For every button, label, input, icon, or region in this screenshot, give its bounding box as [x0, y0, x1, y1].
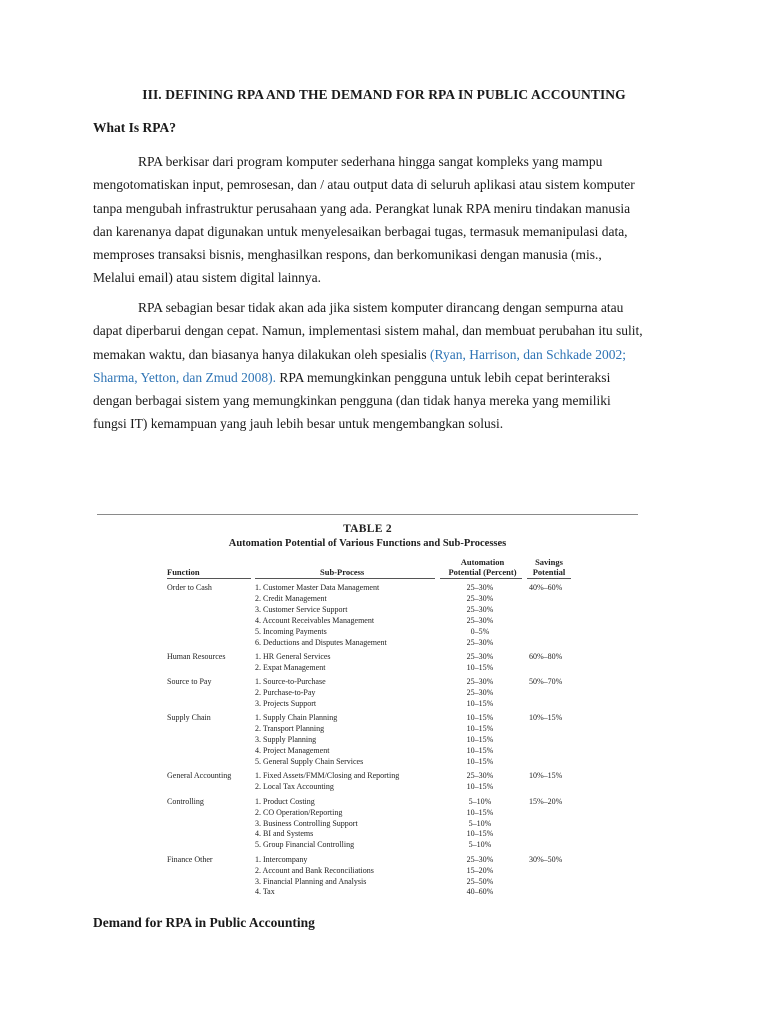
table-subprocess-cell: 4. Project Management — [255, 746, 330, 756]
table-automation-cell: 10–15% — [466, 724, 494, 734]
section-heading: III. DEFINING RPA AND THE DEMAND FOR RPA IN PUBLIC ACCOUNTING — [142, 87, 626, 102]
table-automation-cell: 10–15% — [466, 662, 494, 672]
table-subprocess-cell: 2. Credit Management — [255, 593, 327, 603]
table-savings-cell: 10%–15% — [529, 713, 563, 723]
table-automation-cell: 25–30% — [466, 854, 494, 864]
paragraph-2-line: memakan waktu, dan biasanya hanya dilakukan oleh spesialis (Ryan, Harrison, dan Schkade 2002; — [93, 346, 626, 362]
table-automation-cell: 10–15% — [466, 757, 494, 766]
table-subtitle: Automation Potential of Various Functions and Sub-Processes — [228, 538, 507, 549]
table-automation-cell: 10–15% — [466, 699, 494, 708]
paragraph-1-line: tanpa mengubah infrastruktur perusahaan yang ada. Perangkat lunak RPA meniru tindakan manusia — [93, 200, 631, 216]
paragraph-1-line: mengotomatiskan input, pemrosesan, dan / atau output data di seluruh aplikasi atau sistem komputer — [93, 177, 635, 193]
subsection-heading-demand: Demand for RPA in Public Accounting — [93, 915, 315, 930]
table-automation-cell: 10–15% — [466, 807, 494, 817]
header-function: Function — [167, 567, 200, 577]
table-subprocess-cell: 3. Customer Service Support — [255, 604, 348, 614]
table-automation-cell: 10–15% — [466, 829, 494, 839]
table-automation-cell: 5–10% — [468, 840, 492, 850]
table-automation-cell: 5–10% — [468, 796, 492, 806]
table-subprocess-cell: 3. Financial Planning and Analysis — [255, 876, 367, 886]
table-subprocess-cell: 2. Transport Planning — [255, 724, 325, 734]
table-savings-cell: 10%–15% — [529, 771, 563, 781]
table-subprocess-cell: 6. Deductions and Disputes Management — [255, 637, 387, 647]
table-savings-cell: 30%–50% — [529, 854, 563, 864]
table-savings-cell: 60%–80% — [529, 651, 563, 661]
table-subprocess-cell: 4. Tax — [255, 887, 275, 897]
table-automation-cell: 0–5% — [470, 626, 490, 636]
table-automation-cell: 10–15% — [466, 735, 494, 745]
table-subprocess-cell: 2. CO Operation/Reporting — [255, 807, 343, 817]
paragraph-2-line: fungsi IT) kemampuan yang jauh lebih besar untuk mengembangkan solusi. — [93, 416, 504, 432]
table-function-cell: Controlling — [167, 796, 204, 806]
table-subprocess-cell: 2. Purchase-to-Pay — [255, 688, 316, 698]
paragraph-2-line: dengan berbagai sistem yang memungkinkan pengguna (dan tidak hanya mereka yang memiliki — [93, 393, 611, 409]
header-automation: Automation Potential (Percent) — [448, 557, 517, 577]
table-automation-cell: 25–30% — [466, 771, 494, 781]
table-function-cell: Finance Other — [167, 854, 213, 864]
paragraph-1-line: memproses transaksi bisnis, menghasilkan respons, dan berkomunikasi dengan manusia (mis., — [93, 247, 602, 263]
top-rule — [97, 514, 638, 515]
table-subprocess-cell: 1. Product Costing — [255, 796, 315, 806]
table-title: TABLE 2 — [343, 523, 392, 535]
citation-link[interactable]: Sharma, Yetton, dan Zmud 2008). — [93, 369, 276, 385]
table-subprocess-cell: 5. General Supply Chain Services — [255, 757, 364, 766]
table-automation-cell: 25–30% — [466, 677, 494, 687]
header-underline — [167, 578, 251, 579]
table-subprocess-cell: 4. Account Receivables Management — [255, 615, 375, 625]
header-subprocess: Sub-Process — [320, 567, 365, 577]
table-savings-cell: 15%–20% — [529, 796, 563, 806]
table-automation-cell: 25–30% — [466, 604, 494, 614]
table-automation-cell: 10–15% — [466, 746, 494, 756]
table-function-cell: Human Resources — [167, 651, 226, 661]
table-subprocess-cell: 2. Account and Bank Reconciliations — [255, 865, 374, 875]
header-underline — [440, 578, 522, 579]
table-automation-cell: 25–30% — [466, 593, 494, 603]
table-subprocess-cell: 4. BI and Systems — [255, 829, 314, 839]
table-automation-cell: 25–50% — [466, 876, 494, 886]
citation-link[interactable]: (Ryan, Harrison, dan Schkade 2002; — [430, 346, 626, 362]
table-subprocess-cell: 2. Local Tax Accounting — [255, 782, 334, 792]
table-automation-cell: 25–30% — [466, 615, 494, 625]
table-subprocess-cell: 1. Supply Chain Planning — [255, 713, 338, 723]
header-savings: Savings Potential — [532, 557, 566, 577]
paragraph-2-line: Sharma, Yetton, dan Zmud 2008). RPA memungkinkan pengguna untuk lebih cepat berinteraksi — [93, 369, 611, 385]
table-subprocess-cell: 5. Incoming Payments — [255, 626, 327, 636]
table-subprocess-cell: 5. Group Financial Controlling — [255, 840, 355, 850]
table-savings-cell: 40%–60% — [529, 583, 563, 592]
table-function-cell: Source to Pay — [167, 677, 212, 687]
table-automation-cell: 25–30% — [466, 688, 494, 698]
paragraph-2-line: RPA sebagian besar tidak akan ada jika sistem komputer dirancang dengan sempurna atau — [138, 300, 624, 315]
table-function-cell: General Accounting — [167, 771, 232, 781]
table-subprocess-cell: 1. Customer Master Data Management — [255, 583, 380, 592]
table-automation-cell: 25–30% — [466, 637, 494, 647]
table-subprocess-cell: 3. Supply Planning — [255, 735, 317, 745]
table-savings-cell: 50%–70% — [529, 677, 563, 687]
table-automation-cell: 5–10% — [468, 818, 492, 828]
table-automation-cell: 10–15% — [466, 713, 494, 723]
paragraph-1-line: dan karenanya dapat digunakan untuk menyelesaikan berbagai tugas, termasuk memanipulasi data, — [93, 223, 628, 239]
table-figure — [97, 514, 638, 896]
table-automation-cell: 25–30% — [466, 583, 494, 592]
table-automation-cell: 25–30% — [466, 651, 494, 661]
subsection-heading: What Is RPA? — [93, 120, 177, 135]
table-subprocess-cell: 1. HR General Services — [255, 651, 331, 661]
table-subprocess-cell: 2. Expat Management — [255, 662, 326, 672]
table-function-cell: Order to Cash — [167, 583, 212, 592]
table-subprocess-cell: 3. Business Controlling Support — [255, 818, 358, 828]
table-subprocess-cell: 3. Projects Support — [255, 699, 317, 708]
table-function-cell: Supply Chain — [167, 713, 211, 723]
paragraph-1 — [93, 150, 683, 290]
table-subprocess-cell: 1. Source-to-Purchase — [255, 677, 326, 687]
table-automation-cell: 10–15% — [466, 782, 494, 792]
table-subprocess-cell: 1. Fixed Assets/FMM/Closing and Reporting — [255, 771, 400, 781]
table-subprocess-cell: 1. Intercompany — [255, 854, 308, 864]
paragraph-2-line: dapat diperbarui dengan cepat. Namun, implementasi sistem mahal, dan membuat perubahan itu sulit, — [93, 323, 643, 339]
header-underline — [255, 578, 435, 579]
paragraph-1-line: RPA berkisar dari program komputer sederhana hingga sangat kompleks yang mampu — [138, 154, 603, 169]
paragraph-2 — [93, 296, 683, 436]
table-automation-cell: 40–60% — [466, 887, 494, 897]
header-underline — [527, 578, 571, 579]
table-automation-cell: 15–20% — [466, 865, 494, 875]
paragraph-1-line: Melalui email) atau sistem digital lainnya. — [93, 270, 321, 286]
